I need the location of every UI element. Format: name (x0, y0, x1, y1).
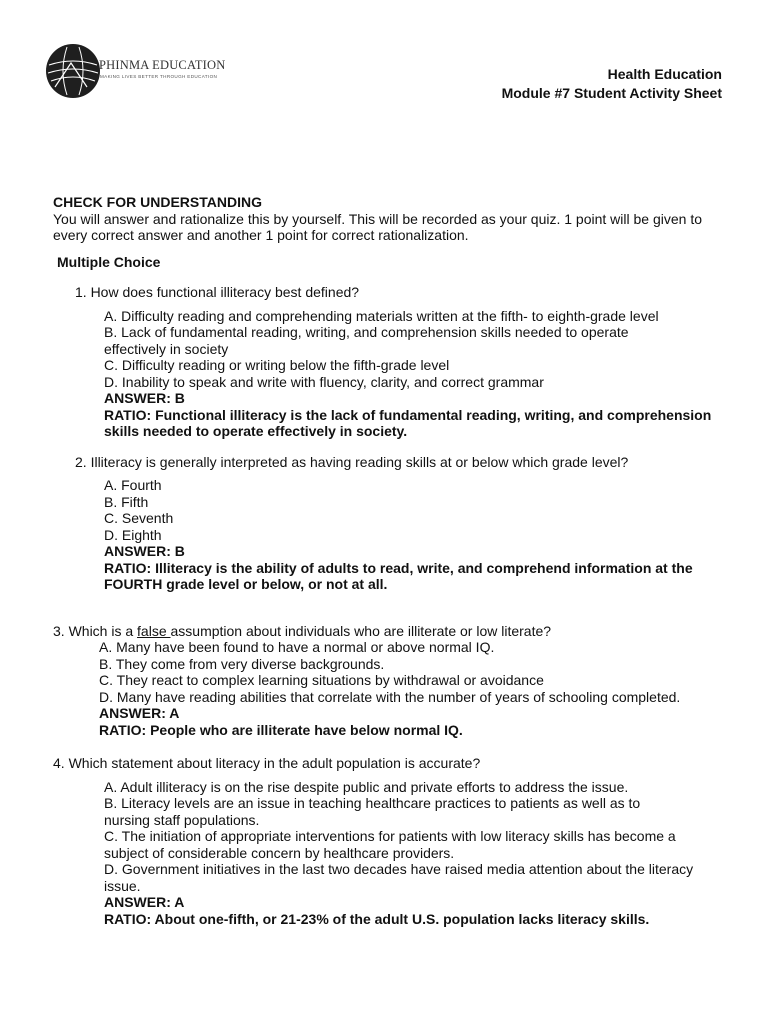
option-b: B. They come from very diverse backgrounds. (99, 655, 385, 672)
question-text-end: assumption about individuals who are illiterate or low literate? (170, 622, 552, 639)
option-a: A. Fourth (104, 477, 162, 493)
activity-content (53, 194, 733, 927)
module-title: Module #7 Student Activity Sheet (501, 85, 722, 101)
question-options (53, 639, 733, 738)
question-options (53, 477, 733, 593)
question-text: 4. Which statement about literacy in the adult population is accurate? (53, 755, 481, 771)
question-text-start: 3. Which is a (53, 622, 138, 639)
underlined-word: false (137, 622, 171, 639)
option-c: C. The initiation of appropriate interventions for patients with low literacy skills has become a subject of considerable concern by healthcare providers. (104, 828, 676, 861)
rationale: RATIO: About one-fifth, or 21-23% of the adult U.S. population lacks literacy skills. (104, 910, 650, 927)
question-text: 2. Illiteracy is generally interpreted as having reading skills at or below which grade level? (75, 453, 629, 470)
question-text (53, 623, 733, 640)
logo-name: PHINMA EDUCATION (99, 58, 226, 72)
option-d: D. Inability to speak and write with fluency, clarity, and correct grammar (104, 373, 544, 390)
question-1 (53, 284, 733, 440)
answer: ANSWER: A (104, 894, 185, 910)
answer: ANSWER: B (104, 390, 185, 406)
option-c: C. Difficulty reading or writing below the fifth-grade level (104, 357, 450, 373)
option-d: D. Eighth (104, 526, 162, 543)
option-b: B. Fifth (104, 493, 149, 510)
rationale: RATIO: People who are illiterate have below normal IQ. (99, 721, 463, 738)
question-4 (53, 755, 733, 927)
option-d: D. Many have reading abilities that correlate with the number of years of schooling completed. (99, 688, 681, 705)
option-b: B. Lack of fundamental reading, writing, and comprehension skills needed to operate effectively in society (104, 324, 629, 357)
question-text: 1. How does functional illiteracy best defined? (75, 284, 360, 300)
option-a: A. Adult illiteracy is on the rise despite public and private efforts to address the issue. (104, 778, 629, 795)
option-b: B. Literacy levels are an issue in teaching healthcare practices to patients as well as to nursing staff populations. (104, 795, 641, 828)
section-heading: CHECK FOR UNDERSTANDING (53, 194, 262, 210)
question-options (53, 779, 733, 928)
question-3 (53, 623, 733, 739)
option-d: D. Government initiatives in the last two decades have raised media attention about the literacy issue. (104, 861, 694, 894)
question-options (53, 308, 733, 440)
globe-logo-icon (45, 43, 101, 99)
logo-tagline: MAKING LIVES BETTER THROUGH EDUCATION (100, 74, 218, 79)
option-a: A. Difficulty reading and comprehending materials written at the fifth- to eighth-grade level (104, 307, 659, 324)
multiple-choice-heading: Multiple Choice (57, 253, 161, 270)
rationale: RATIO: Functional illiteracy is the lack of fundamental reading, writing, and comprehension skills needed to operate effectively in society. (104, 406, 712, 439)
option-c: C. They react to complex learning situations by withdrawal or avoidance (99, 672, 544, 688)
question-2 (53, 454, 733, 593)
answer: ANSWER: B (104, 543, 185, 559)
option-a: A. Many have been found to have a normal or above normal IQ. (99, 639, 495, 655)
phinma-logo (45, 43, 245, 103)
instructions: You will answer and rationalize this by yourself. This will be recorded as your quiz. 1 point will be given to every correct answer and another 1 point for correct rationalization. (53, 210, 703, 243)
rationale: RATIO: Illiteracy is the ability of adults to read, write, and comprehend information at the FOURTH grade level or below, or not at all. (104, 559, 693, 592)
document-header (502, 65, 722, 103)
answer: ANSWER: A (99, 705, 180, 721)
subject-title: Health Education (607, 66, 722, 82)
option-c: C. Seventh (104, 510, 174, 526)
